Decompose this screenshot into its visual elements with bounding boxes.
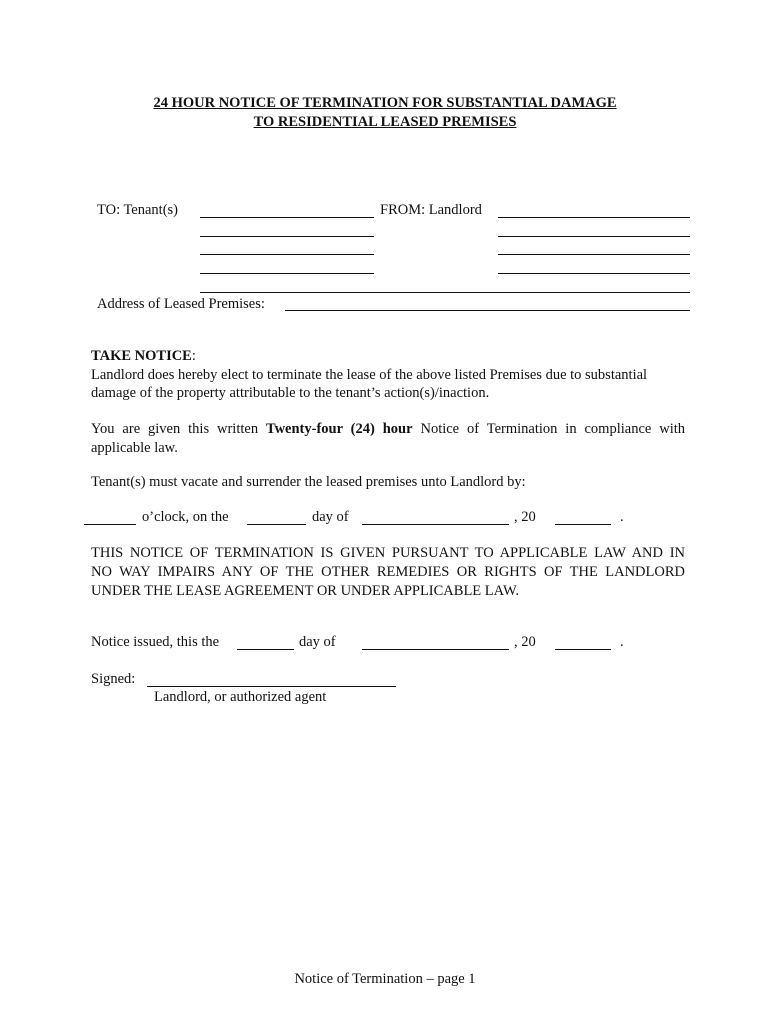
take-notice-heading [91, 348, 196, 365]
hour-blank[interactable] [84, 524, 136, 525]
document-title-line-1: 24 HOUR NOTICE OF TERMINATION FOR SUBSTANTIAL DAMAGE [153, 95, 617, 111]
given-line-1 [91, 420, 685, 439]
take-notice-heading-text: TAKE NOTICE [91, 348, 192, 364]
vacate-month-blank[interactable] [362, 524, 509, 525]
take-notice-line-1: Landlord does hereby elect to terminate the lease of the above listed Premises due to substantial [91, 367, 648, 383]
landlord-name-line-1[interactable] [498, 217, 690, 218]
caps-paragraph [91, 544, 685, 601]
issued-day-of-text: day of [299, 634, 336, 650]
address-line-1[interactable] [200, 292, 690, 293]
page-footer: Notice of Termination – page 1 [294, 971, 476, 987]
from-landlord-label: FROM: Landlord [380, 202, 482, 218]
vacate-text: Tenant(s) must vacate and surrender the leased premises unto Landlord by: [91, 474, 526, 490]
vacate-year-prefix: , 20 [514, 509, 536, 525]
given-line-2: applicable law. [91, 440, 178, 456]
given-paragraph [91, 420, 685, 458]
landlord-name-line-4[interactable] [498, 273, 690, 274]
vacate-period: . [620, 509, 624, 525]
caps-line-1: THIS NOTICE OF TERMINATION IS GIVEN PURSUANT TO APPLICABLE LAW AND IN [91, 545, 685, 561]
given-suffix: Notice of Termination in compliance with [420, 421, 685, 437]
vacate-year-blank[interactable] [555, 524, 611, 525]
issued-period: . [620, 634, 624, 650]
to-tenants-label: TO: Tenant(s) [97, 202, 179, 218]
signature-line[interactable] [147, 686, 396, 687]
document-title-line-2: TO RESIDENTIAL LEASED PREMISES [253, 114, 517, 130]
tenant-name-line-4[interactable] [200, 273, 374, 274]
given-prefix: You are given this written [91, 421, 259, 437]
given-bold: Twenty-four (24) hour [265, 421, 413, 437]
vacate-day-blank[interactable] [247, 524, 306, 525]
address-line-2[interactable] [285, 310, 690, 311]
oclock-text: o’clock, on the [142, 509, 229, 525]
take-notice-line-2: damage of the property attributable to the tenant’s action(s)/inaction. [91, 385, 490, 401]
signed-label: Signed: [91, 671, 136, 687]
issued-year-blank[interactable] [555, 649, 611, 650]
caps-line-2: NO WAY IMPAIRS ANY OF THE OTHER REMEDIES OR RIGHTS OF THE LANDLORD [91, 564, 685, 580]
address-label: Address of Leased Premises: [97, 296, 265, 312]
issued-month-blank[interactable] [362, 649, 509, 650]
issued-text: Notice issued, this the [91, 634, 220, 650]
landlord-name-line-2[interactable] [498, 236, 690, 237]
landlord-name-line-3[interactable] [498, 254, 690, 255]
tenant-name-line-1[interactable] [200, 217, 374, 218]
take-notice-colon: : [191, 348, 196, 364]
tenant-name-line-2[interactable] [200, 236, 374, 237]
signer-caption: Landlord, or authorized agent [154, 689, 327, 705]
issued-year-prefix: , 20 [514, 634, 536, 650]
caps-line-3: UNDER THE LEASE AGREEMENT OR UNDER APPLICABLE LAW. [91, 583, 519, 599]
tenant-name-line-3[interactable] [200, 254, 374, 255]
issued-day-blank[interactable] [237, 649, 294, 650]
vacate-day-of-text: day of [312, 509, 349, 525]
